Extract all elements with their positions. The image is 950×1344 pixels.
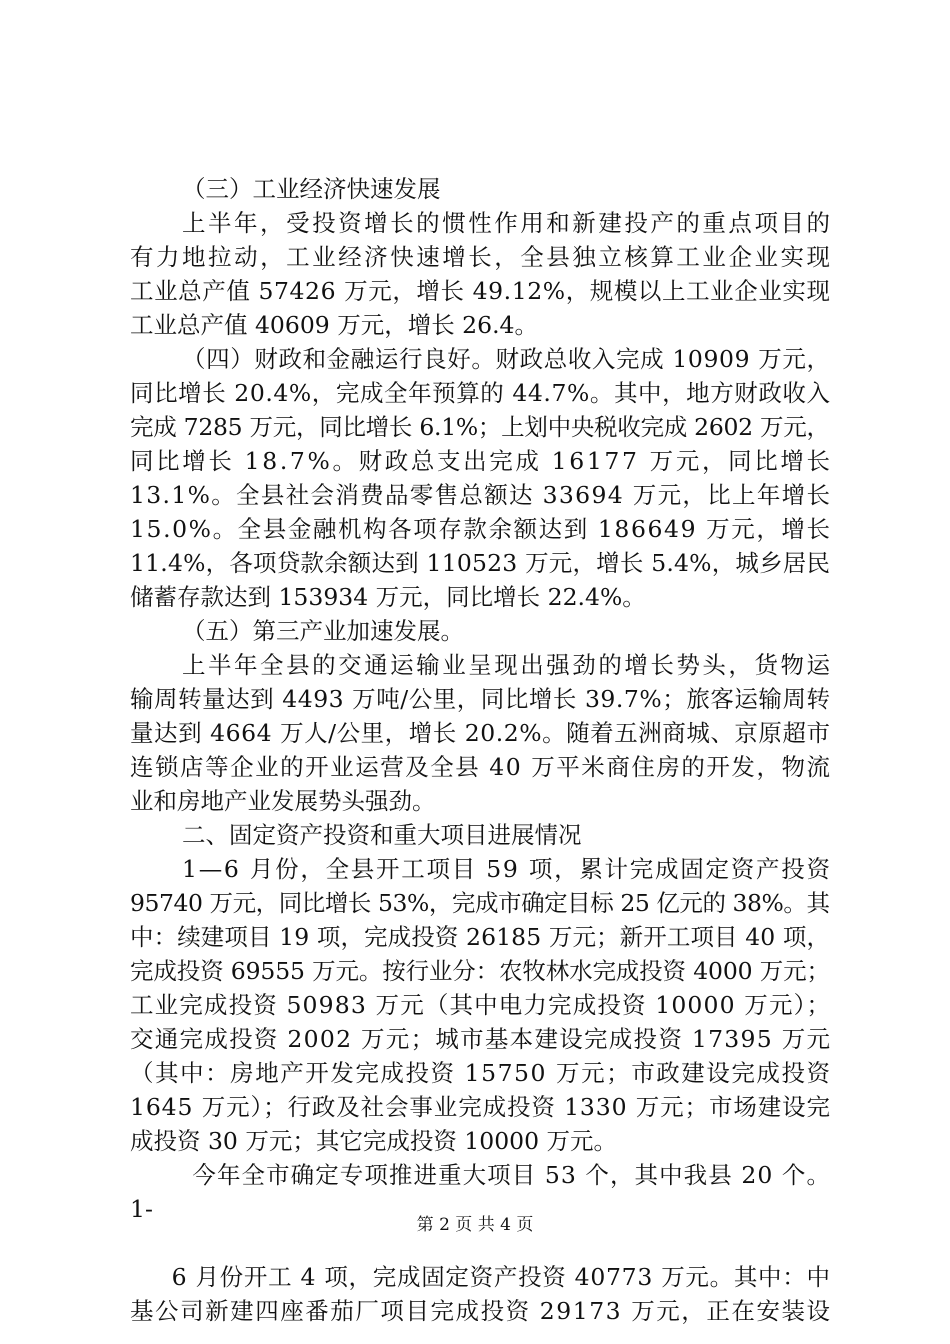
text-line <box>130 716 830 750</box>
text-line <box>130 274 830 308</box>
text-line-content: （其中：房地产开发完成投资 15750 万元；市政建设完成投资 <box>130 1059 832 1087</box>
text-line-content: 95740 万元，同比增长 53%，完成市确定目标 25 亿元的 38%。其 <box>130 889 830 917</box>
text-line-content: 工业总产值 40609 万元，增长 26.4。 <box>130 311 538 339</box>
text-line <box>130 682 830 716</box>
text-line-content: 工业总产值 57426 万元，增长 49.12%，规模以上工业企业实现 <box>130 277 831 305</box>
text-line-content: 11.4%，各项贷款余额达到 110523 万元，增长 5.4%，城乡居民 <box>130 549 831 577</box>
text-line-content: 6 月份开工 4 项，完成固定资产投资 40773 万元。其中：中 <box>171 1263 831 1291</box>
text-line-content: 业和房地产业发展势头强劲。 <box>130 787 436 815</box>
text-line-content: 交通完成投资 2002 万元；城市基本建设完成投资 17395 万元 <box>130 1025 832 1053</box>
text-line-content: 工业完成投资 50983 万元（其中电力完成投资 10000 万元）； <box>130 991 832 1019</box>
text-line <box>130 1294 830 1328</box>
text-line-content: 完成投资 69555 万元。按行业分：农牧林水完成投资 4000 万元； <box>130 957 830 985</box>
text-line <box>130 886 830 920</box>
text-line-content: 13.1%。全县社会消费品零售总额达 33694 万元，比上年增长 <box>130 481 832 509</box>
text-line-content: 二、固定资产投资和重大项目进展情况 <box>182 821 582 849</box>
text-line <box>130 512 830 546</box>
text-line-content: 基公司新建四座番茄厂项目完成投资 29173 万元，正在安装设 <box>130 1297 832 1325</box>
text-line-content: （五）第三产业加速发展。 <box>182 617 464 645</box>
text-line-content: 同比增长 18.7%。财政总支出完成 16177 万元，同比增长 <box>130 447 833 475</box>
text-line-content: （三）工业经济快速发展 <box>182 175 441 203</box>
document-body <box>130 172 833 1328</box>
text-line <box>130 478 830 512</box>
text-line-content: 15.0%。全县金融机构各项存款余额达到 186649 万元，增长 <box>130 515 832 543</box>
text-line-content: 同比增长 20.4%，完成全年预算的 44.7%。其中，地方财政收入 <box>130 379 831 407</box>
text-line <box>130 376 830 410</box>
text-line-content: 成投资 30 万元；其它完成投资 10000 万元。 <box>130 1127 618 1155</box>
text-line <box>130 240 833 274</box>
text-line <box>130 852 830 886</box>
text-line <box>130 954 830 988</box>
text-line-content: 输周转量达到 4493 万吨/公里，同比增长 39.7%；旅客运输周转 <box>130 685 831 713</box>
text-line-content: 储蓄存款达到 153934 万元，同比增长 22.4%。 <box>130 583 646 611</box>
text-line <box>130 546 830 580</box>
text-line-content: （四）财政和金融运行良好。财政总收入完成 10909 万元， <box>182 345 831 373</box>
text-line-content: 完成 7285 万元，同比增长 6.1%；上划中央税收完成 2602 万元， <box>130 413 830 441</box>
text-line <box>130 818 830 852</box>
text-line <box>130 988 830 1022</box>
page-footer: 第 2 页 共 4 页 <box>416 1215 534 1235</box>
text-line-content: 中：续建项目 19 项，完成投资 26185 万元；新开工项目 40 项， <box>130 923 831 951</box>
text-line <box>130 648 833 682</box>
text-line <box>130 920 830 954</box>
text-line <box>130 580 830 614</box>
text-line-content: 今年全市确定专项推进重大项目 53 个，其中我县 20 个。 <box>192 1161 832 1189</box>
text-line-content: 1—6 月份，全县开工项目 59 项，累计完成固定资产投资 <box>182 855 832 883</box>
text-line <box>130 1124 830 1158</box>
text-line-content: 连锁店等企业的开业运营及全县 40 万平米商住房的开发，物流 <box>130 753 832 781</box>
text-line <box>130 444 833 478</box>
text-line-content: 1- <box>130 1195 153 1223</box>
text-line <box>130 342 830 376</box>
text-line-content: 1645 万元）；行政及社会事业完成投资 1330 万元；市场建设完 <box>130 1093 831 1121</box>
text-line <box>130 1090 830 1124</box>
text-line-content: 有力地拉动，工业经济快速增长，全县独立核算工业企业实现 <box>130 243 833 271</box>
text-line <box>130 1260 830 1294</box>
text-line <box>130 1056 830 1090</box>
text-line <box>130 750 830 784</box>
text-line-content: 量达到 4664 万人/公里，增长 20.2%。随着五洲商城、京原超市 <box>130 719 831 747</box>
text-line <box>130 172 830 206</box>
text-line <box>130 410 830 444</box>
text-line <box>130 206 833 240</box>
text-line-content: 上半年全县的交通运输业呈现出强劲的增长势头，货物运 <box>182 651 833 679</box>
text-line <box>130 308 830 342</box>
text-line <box>130 784 830 818</box>
text-line <box>130 1022 830 1056</box>
text-line-content: 上半年，受投资增长的惯性作用和新建投产的重点项目的 <box>182 209 833 237</box>
text-line <box>130 1158 830 1192</box>
text-line <box>130 614 830 648</box>
